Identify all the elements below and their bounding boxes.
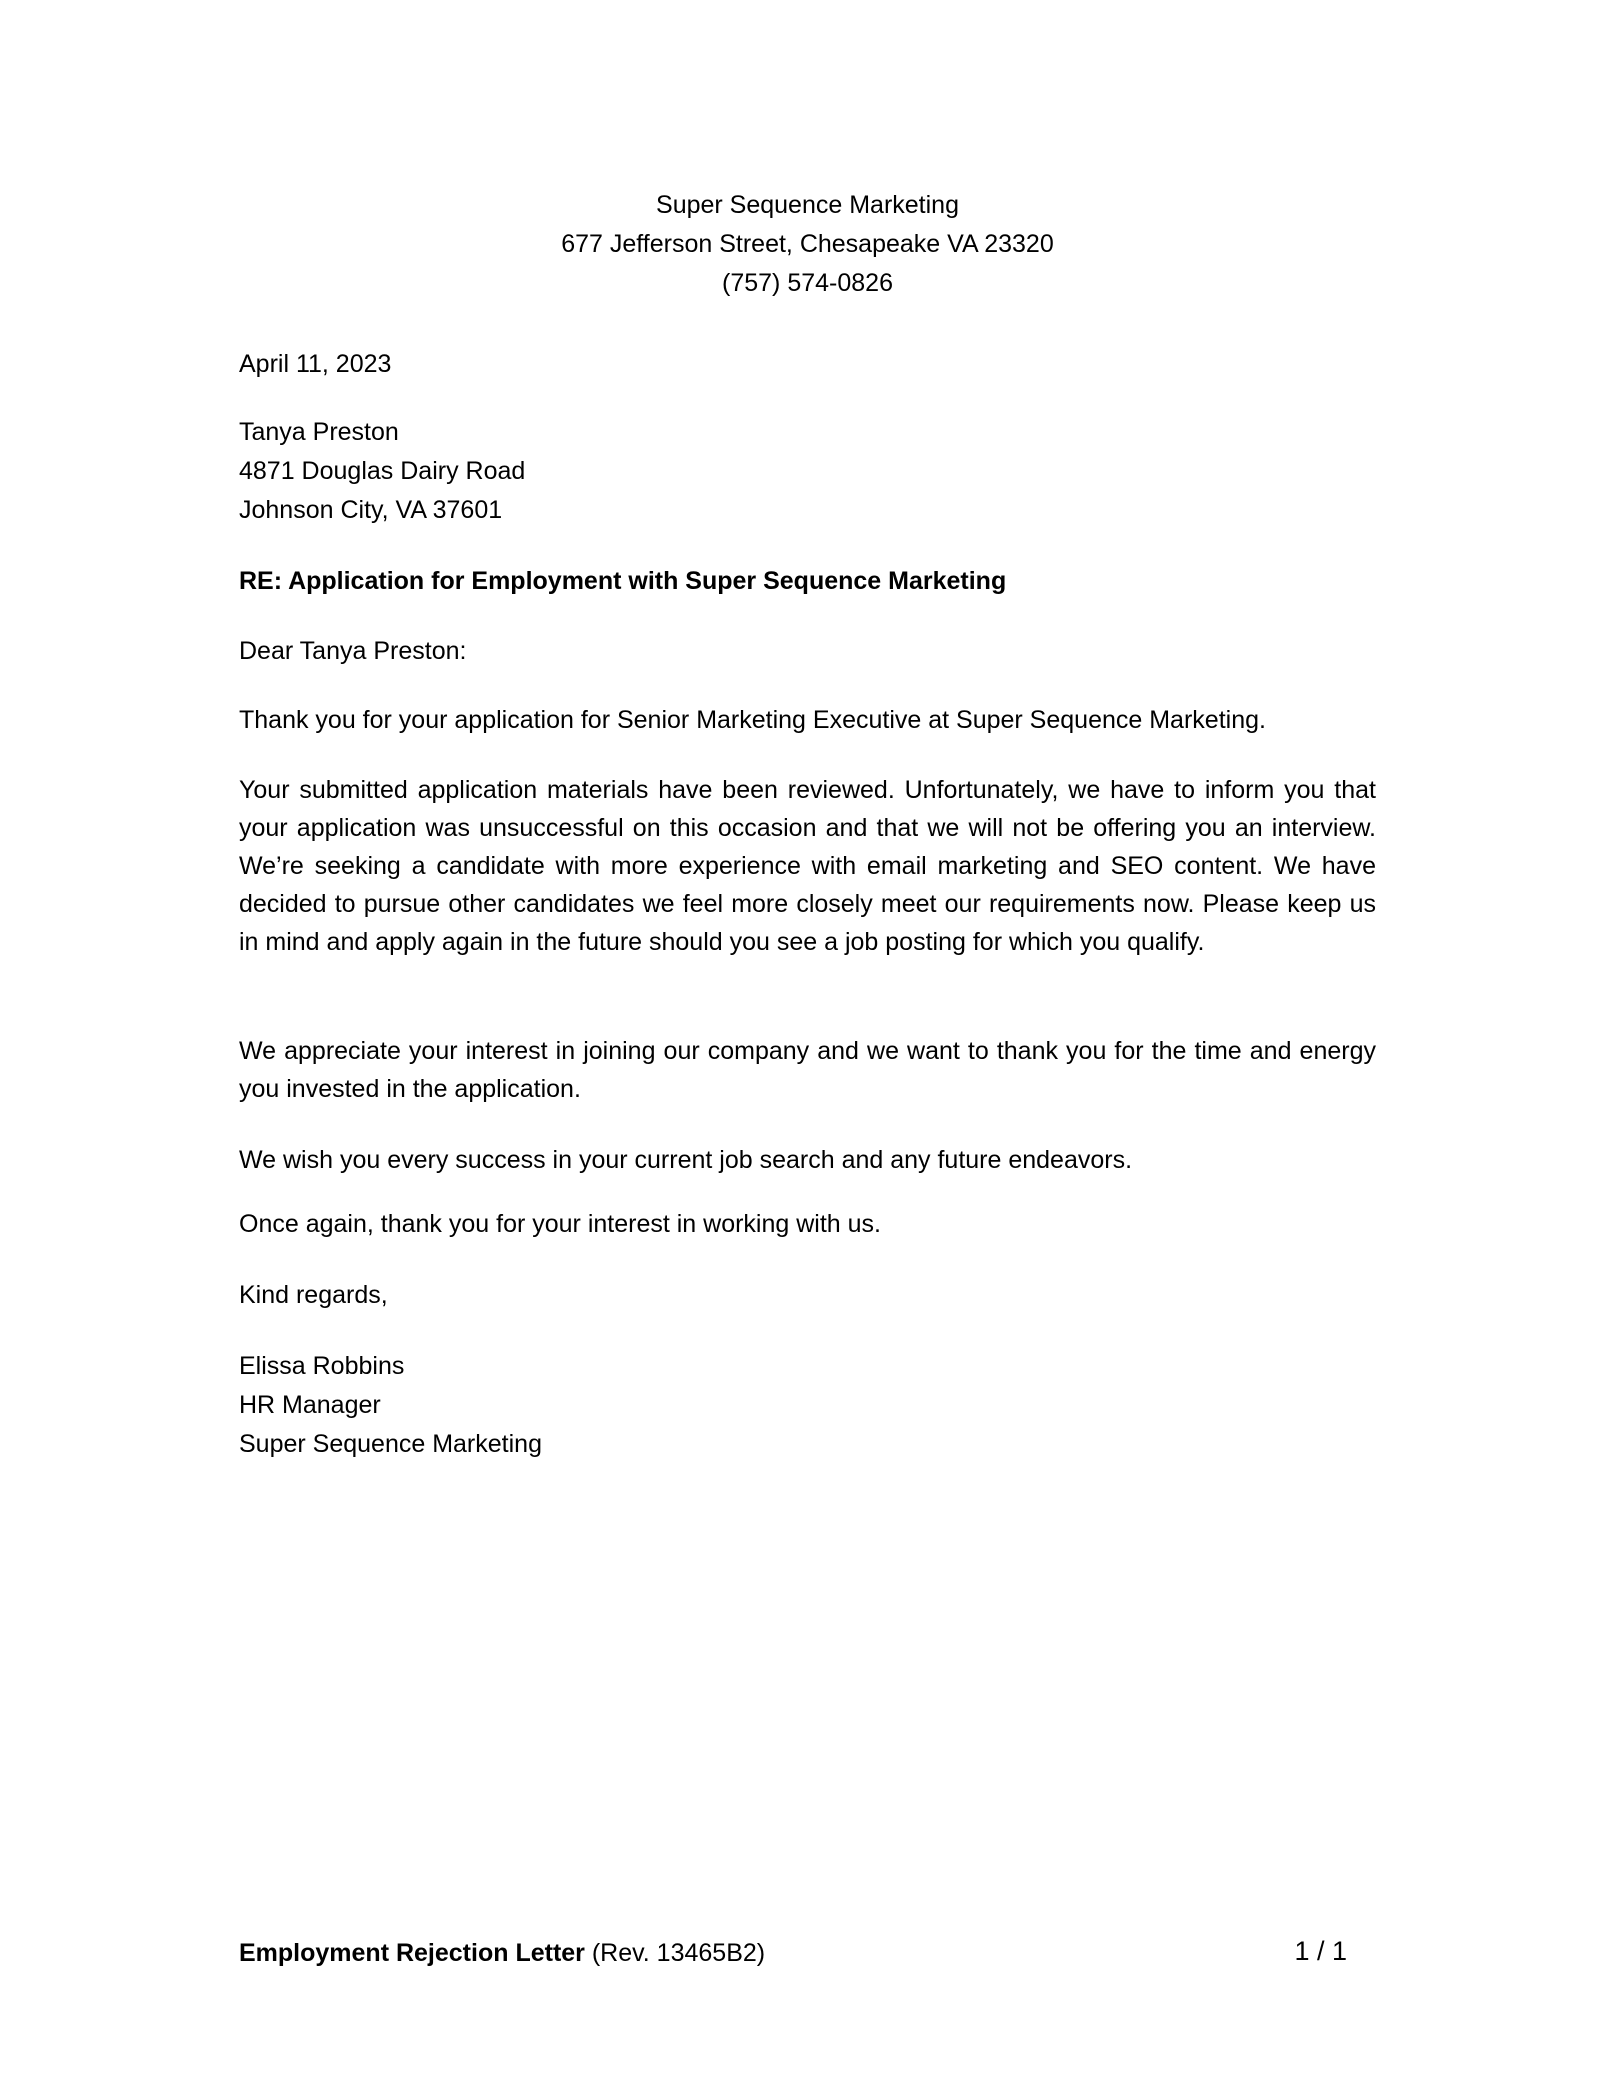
footer-revision: (Rev. 13465B2) [591,1939,766,1967]
recipient-name: Tanya Preston [239,418,399,446]
subject-line: RE: Application for Employment with Super Sequence Marketing [239,567,1007,595]
paragraph-once-again: Once again, thank you for your interest in working with us. [239,1210,881,1238]
signature-name: Elissa Robbins [239,1352,405,1380]
letterhead-phone: (757) 574-0826 [722,269,893,297]
signature-company: Super Sequence Marketing [239,1430,542,1458]
recipient-city: Johnson City, VA 37601 [239,496,503,524]
closing: Kind regards, [239,1281,388,1309]
paragraph-thank-you: Thank you for your application for Senior Marketing Executive at Super Sequence Marketing. [239,706,1266,734]
letterhead [239,186,1376,303]
signature-block [239,1347,1376,1464]
paragraph-wishes: We wish you every success in your current job search and any future endeavors. [239,1146,1133,1174]
paragraph-rejection-details: Your submitted application materials have been reviewed. Unfortunately, we have to inform you that your application was unsuccessful on this occasion and that we will not be offering you an interview. We’re seeking a candidate with more experience with email marketing and SEO content. We have decided to pursue other candidates we feel more closely meet our requirements now. Please keep us in mind and apply again in the future should you see a job posting for which you qualify. [239,776,1376,956]
salutation: Dear Tanya Preston: [239,637,467,665]
page-indicator: 1 / 1 [1294,1936,1347,1966]
recipient-street: 4871 Douglas Dairy Road [239,457,526,485]
letter-date: April 11, 2023 [239,350,392,378]
letterhead-address: 677 Jefferson Street, Chesapeake VA 23320 [561,230,1054,258]
paragraph-appreciation: We appreciate your interest in joining our company and we want to thank you for the time and energy you invested in the application. [239,1037,1376,1103]
letterhead-company: Super Sequence Marketing [656,191,959,219]
recipient-address [239,413,1376,530]
signature-title: HR Manager [239,1391,381,1419]
footer-doc-title: Employment Rejection Letter [239,1939,585,1967]
